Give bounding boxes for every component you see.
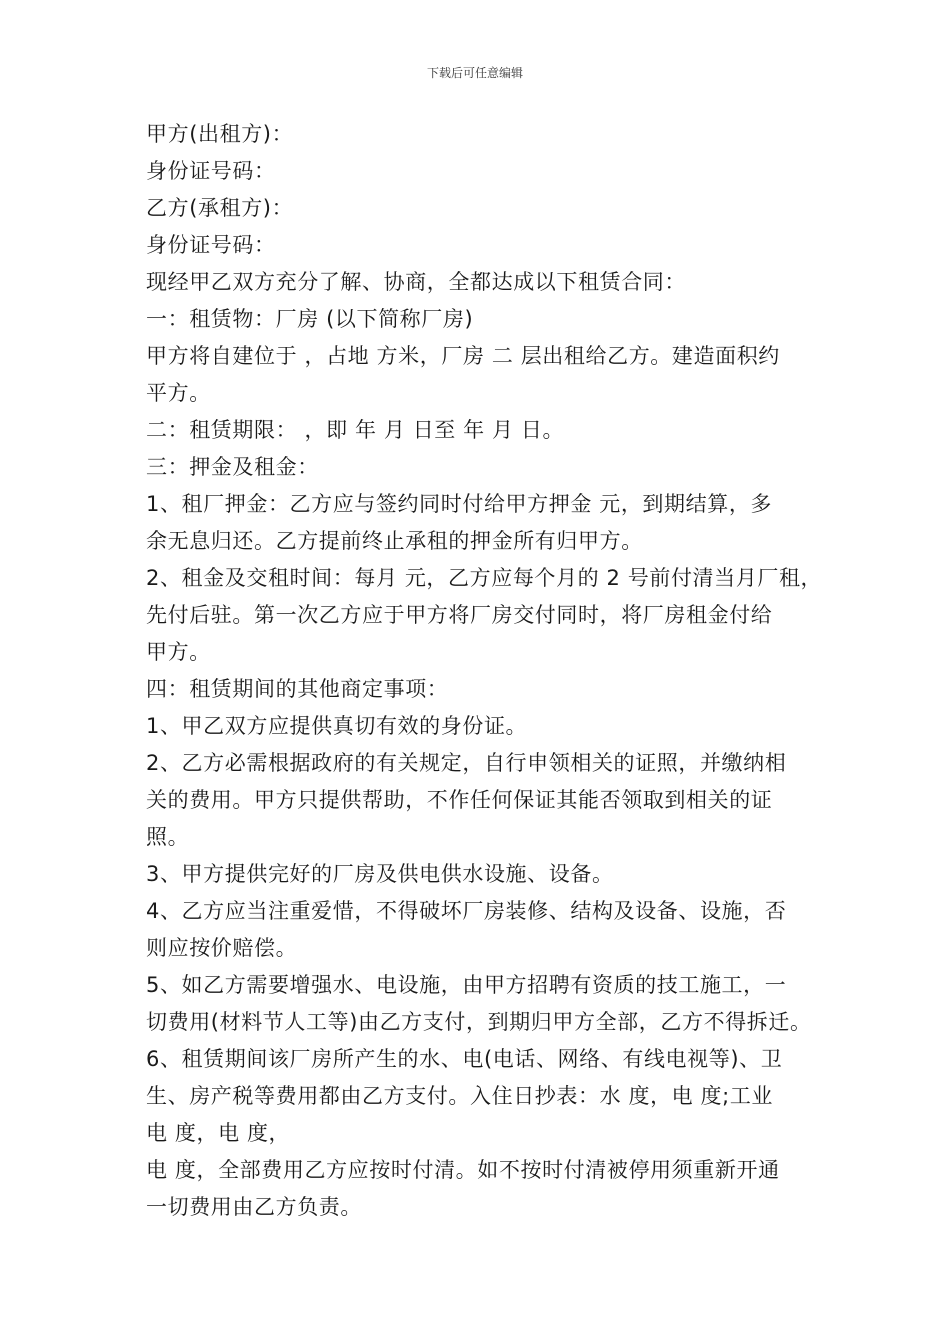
contract-line: 一：租赁物：厂房 (以下简称厂房) [146, 307, 474, 331]
contract-body [146, 116, 826, 1226]
contract-line: 1、租厂押金：乙方应与签约同时付给甲方押金 元，到期结算，多 [146, 492, 773, 516]
contract-line: 二：租赁期限： ，即 年 月 日至 年 月 日。 [146, 418, 565, 442]
contract-line: 乙方(承租方)： [146, 196, 294, 220]
contract-line: 6、租赁期间该厂房所产生的水、电(电话、网络、有线电视等)、卫 [146, 1047, 783, 1071]
contract-line: 先付后驻。第一次乙方应于甲方将厂房交付同时，将厂房租金付给 [146, 603, 773, 627]
contract-line: 甲方(出租方)： [146, 122, 294, 146]
contract-line: 甲方将自建位于 ，占地 方米，厂房 二 层出租给乙方。建造面积约 [146, 344, 780, 368]
contract-line: 照。 [146, 825, 190, 849]
contract-line: 三：押金及租金： [146, 455, 319, 479]
contract-line: 身份证号码： [146, 233, 276, 257]
contract-line: 电 度，电 度， [146, 1121, 291, 1145]
contract-line: 现经甲乙双方充分了解、协商，全都达成以下租赁合同： [146, 270, 686, 294]
contract-line: 平方。 [146, 381, 211, 405]
contract-line: 甲方。 [146, 640, 211, 664]
contract-line: 身份证号码： [146, 159, 276, 183]
contract-line: 4、乙方应当注重爱惜，不得破坏厂房装修、结构及设备、设施，否 [146, 899, 787, 923]
contract-line: 则应按价赔偿。 [146, 936, 298, 960]
contract-line: 切费用(材料节人工等)由乙方支付，到期归甲方全部，乙方不得拆迁。 [146, 1010, 812, 1034]
contract-line: 生、房产税等费用都由乙方支付。入住日抄表：水 度，电 度;工业 [146, 1084, 774, 1108]
contract-line: 1、甲乙双方应提供真切有效的身份证。 [146, 714, 528, 738]
contract-line: 四：租赁期间的其他商定事项： [146, 677, 449, 701]
contract-line: 2、租金及交租时间：每月 元，乙方应每个月的 2 号前付清当月厂租， [146, 566, 823, 590]
contract-line: 3、甲方提供完好的厂房及供电供水设施、设备。 [146, 862, 614, 886]
contract-line: 2、乙方必需根据政府的有关规定，自行申领相关的证照，并缴纳相 [146, 751, 787, 775]
contract-line: 电 度，全部费用乙方应按时付清。如不按时付清被停用须重新开通 [146, 1158, 780, 1182]
contract-line: 余无息归还。乙方提前终止承租的押金所有归甲方。 [146, 529, 643, 553]
page-header-note: 下载后可任意编辑 [426, 66, 523, 80]
contract-line: 5、如乙方需要增强水、电设施，由甲方招聘有资质的技工施工，一 [146, 973, 787, 997]
contract-line: 一切费用由乙方负责。 [146, 1195, 362, 1219]
contract-line: 关的费用。甲方只提供帮助，不作任何保证其能否领取到相关的证 [146, 788, 773, 812]
